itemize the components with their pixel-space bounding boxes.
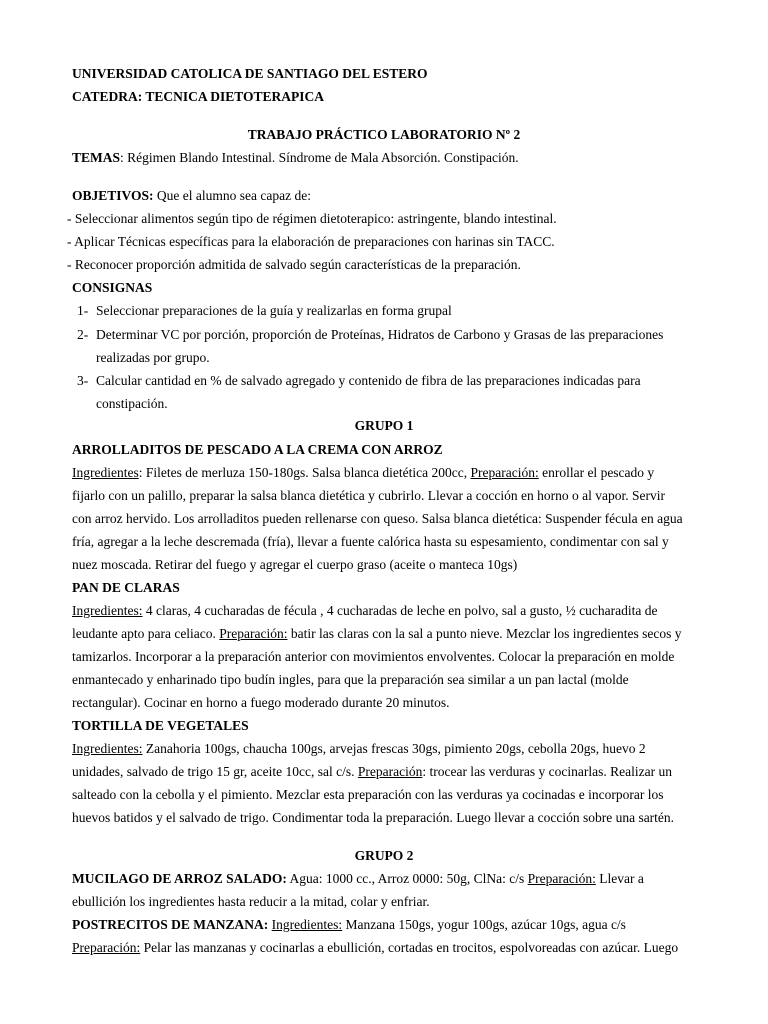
grupo1-heading: GRUPO 1 bbox=[354, 418, 414, 433]
recipe-title-mucilago: MUCILAGO DE ARROZ SALADO: bbox=[72, 871, 287, 886]
preparacion-label: Preparación: bbox=[527, 871, 596, 886]
recipe-title-tortilla: TORTILLA DE VEGETALES bbox=[72, 718, 249, 733]
recipe-line: con arroz hervido. Los arrolladitos pueden rellenarse con queso. Salsa blanca dietética: Suspender fécula en agua bbox=[72, 511, 683, 526]
recipe-line bbox=[72, 871, 644, 887]
objetivo-item: - Seleccionar alimentos según tipo de régimen dietoterapico: astringente, blando intestinal. bbox=[67, 211, 557, 226]
consigna-number: 1- bbox=[77, 303, 89, 318]
preparacion-label: Preparación: bbox=[470, 465, 539, 480]
consigna-text: Determinar VC por porción, proporción de Proteínas, Hidratos de Carbono y Grasas de las preparaciones bbox=[96, 327, 664, 342]
consignas-label: CONSIGNAS bbox=[72, 280, 153, 295]
temas-text: : Régimen Blando Intestinal. Síndrome de Mala Absorción. Constipación. bbox=[120, 150, 519, 165]
recipe-line bbox=[72, 917, 626, 933]
recipe-line: enmantecado y enharinado tipo budín ingles, para que la preparación sea similar a un pan lactal (molde bbox=[72, 672, 629, 687]
recipe-text: : trocear las verduras y cocinarlas. Realizar un bbox=[422, 764, 672, 779]
objetivos-label: OBJETIVOS: bbox=[72, 188, 154, 203]
recipe-text: Llevar a bbox=[595, 871, 644, 886]
temas-label: TEMAS bbox=[72, 150, 121, 165]
recipe-text: Zanahoria 100gs, chaucha 100gs, arvejas frescas 30gs, pimiento 20gs, cebolla 20gs, huevo 2 bbox=[142, 741, 646, 756]
ingredientes-label: Ingredientes: bbox=[72, 603, 143, 618]
recipe-line bbox=[72, 603, 658, 619]
recipe-text: batir las claras con la sal a punto nieve. Mezclar los ingredientes secos y bbox=[287, 626, 682, 641]
objetivos-intro: Que el alumno sea capaz de: bbox=[153, 188, 311, 203]
recipe-text: : Filetes de merluza 150-180gs. Salsa blanca dietética 200cc, bbox=[138, 465, 471, 480]
university-heading: UNIVERSIDAD CATOLICA DE SANTIAGO DEL ESTERO bbox=[72, 66, 428, 81]
recipe-title-pan-de-claras: PAN DE CLARAS bbox=[72, 580, 180, 595]
recipe-line bbox=[72, 465, 654, 481]
ingredientes-label: Ingredientes bbox=[72, 465, 139, 480]
recipe-line: fijarlo con un palillo, preparar la salsa blanca dietética y cubrirlo. Llevar a cocción en horno o al vapor. Servir bbox=[72, 488, 666, 503]
recipe-text: Manzana 150gs, yogur 100gs, azúcar 10gs, agua c/s bbox=[342, 917, 626, 932]
recipe-line: tamizarlos. Incorporar a la preparación anterior con movimientos envolventes. Colocar la preparación en molde bbox=[72, 649, 675, 664]
recipe-title-postrecitos: POSTRECITOS DE MANZANA: bbox=[72, 917, 269, 932]
recipe-line: huevos batidos y el salvado de trigo. Condimentar toda la preparación. Luego llevar a cocción sobre una sartén. bbox=[72, 810, 675, 825]
consigna-text-cont: constipación. bbox=[96, 396, 168, 411]
consigna-text-cont: realizadas por grupo. bbox=[96, 350, 210, 365]
consigna-number: 2- bbox=[77, 327, 89, 342]
recipe-line bbox=[72, 764, 672, 780]
grupo2-heading: GRUPO 2 bbox=[354, 848, 414, 863]
ingredientes-label: Ingredientes: bbox=[271, 917, 343, 932]
recipe-line: rectangular). Cocinar en horno a fuego moderado durante 20 minutos. bbox=[72, 695, 450, 710]
objetivo-item: - Reconocer proporción admitida de salvado según características de la preparación. bbox=[67, 257, 521, 272]
recipe-line bbox=[72, 940, 678, 956]
recipe-line: salteado con la cebolla y el pimiento. Mezclar esta preparación con las verduras ya cocinadas e incorporar los bbox=[72, 787, 664, 802]
document-title: TRABAJO PRÁCTICO LABORATORIO Nº 2 bbox=[247, 127, 521, 142]
recipe-text: 4 claras, 4 cucharadas de fécula , 4 cucharadas de leche en polvo, sal a gusto, ½ cucharadita de bbox=[142, 603, 658, 618]
preparacion-label: Preparación: bbox=[72, 940, 141, 955]
consigna-number: 3- bbox=[77, 373, 89, 388]
temas-line bbox=[72, 150, 519, 166]
recipe-line: fría, agregar a la leche descremada (fría), llevar a fuente calórica hasta su espesamiento, condimentar con sal y bbox=[72, 534, 669, 549]
catedra-heading: CATEDRA: TECNICA DIETOTERAPICA bbox=[72, 89, 325, 104]
recipe-text: unidades, salvado de trigo 15 gr, aceite 10cc, sal c/s. bbox=[72, 764, 358, 779]
recipe-text: Agua: 1000 cc., Arroz 0000: 50g, ClNa: c/s bbox=[286, 871, 528, 886]
objetivos-line bbox=[72, 188, 311, 204]
consigna-text: Seleccionar preparaciones de la guía y realizarlas en forma grupal bbox=[96, 303, 452, 318]
objetivo-item: - Aplicar Técnicas específicas para la elaboración de preparaciones con harinas sin TACC. bbox=[67, 234, 555, 249]
recipe-text: Pelar las manzanas y cocinarlas a ebullición, cortadas en trocitos, espolvoreadas con azúcar. Luego bbox=[140, 940, 679, 955]
preparacion-label: Preparación: bbox=[219, 626, 288, 641]
recipe-line: ebullición los ingredientes hasta reducir a la mitad, colar y enfriar. bbox=[72, 894, 430, 909]
recipe-title-arrolladitos: ARROLLADITOS DE PESCADO A LA CREMA CON ARROZ bbox=[72, 442, 443, 457]
ingredientes-label: Ingredientes: bbox=[72, 741, 143, 756]
recipe-text: leudante apto para celiaco. bbox=[72, 626, 220, 641]
recipe-line bbox=[72, 741, 646, 757]
preparacion-label: Preparación bbox=[357, 764, 423, 779]
recipe-line: nuez moscada. Retirar del fuego y agregar el cuerpo graso (aceite o manteca 10gs) bbox=[72, 557, 518, 572]
recipe-text: enrollar el pescado y bbox=[538, 465, 655, 480]
recipe-line bbox=[72, 626, 682, 642]
consigna-text: Calcular cantidad en % de salvado agregado y contenido de fibra de las preparaciones indicadas para bbox=[96, 373, 641, 388]
